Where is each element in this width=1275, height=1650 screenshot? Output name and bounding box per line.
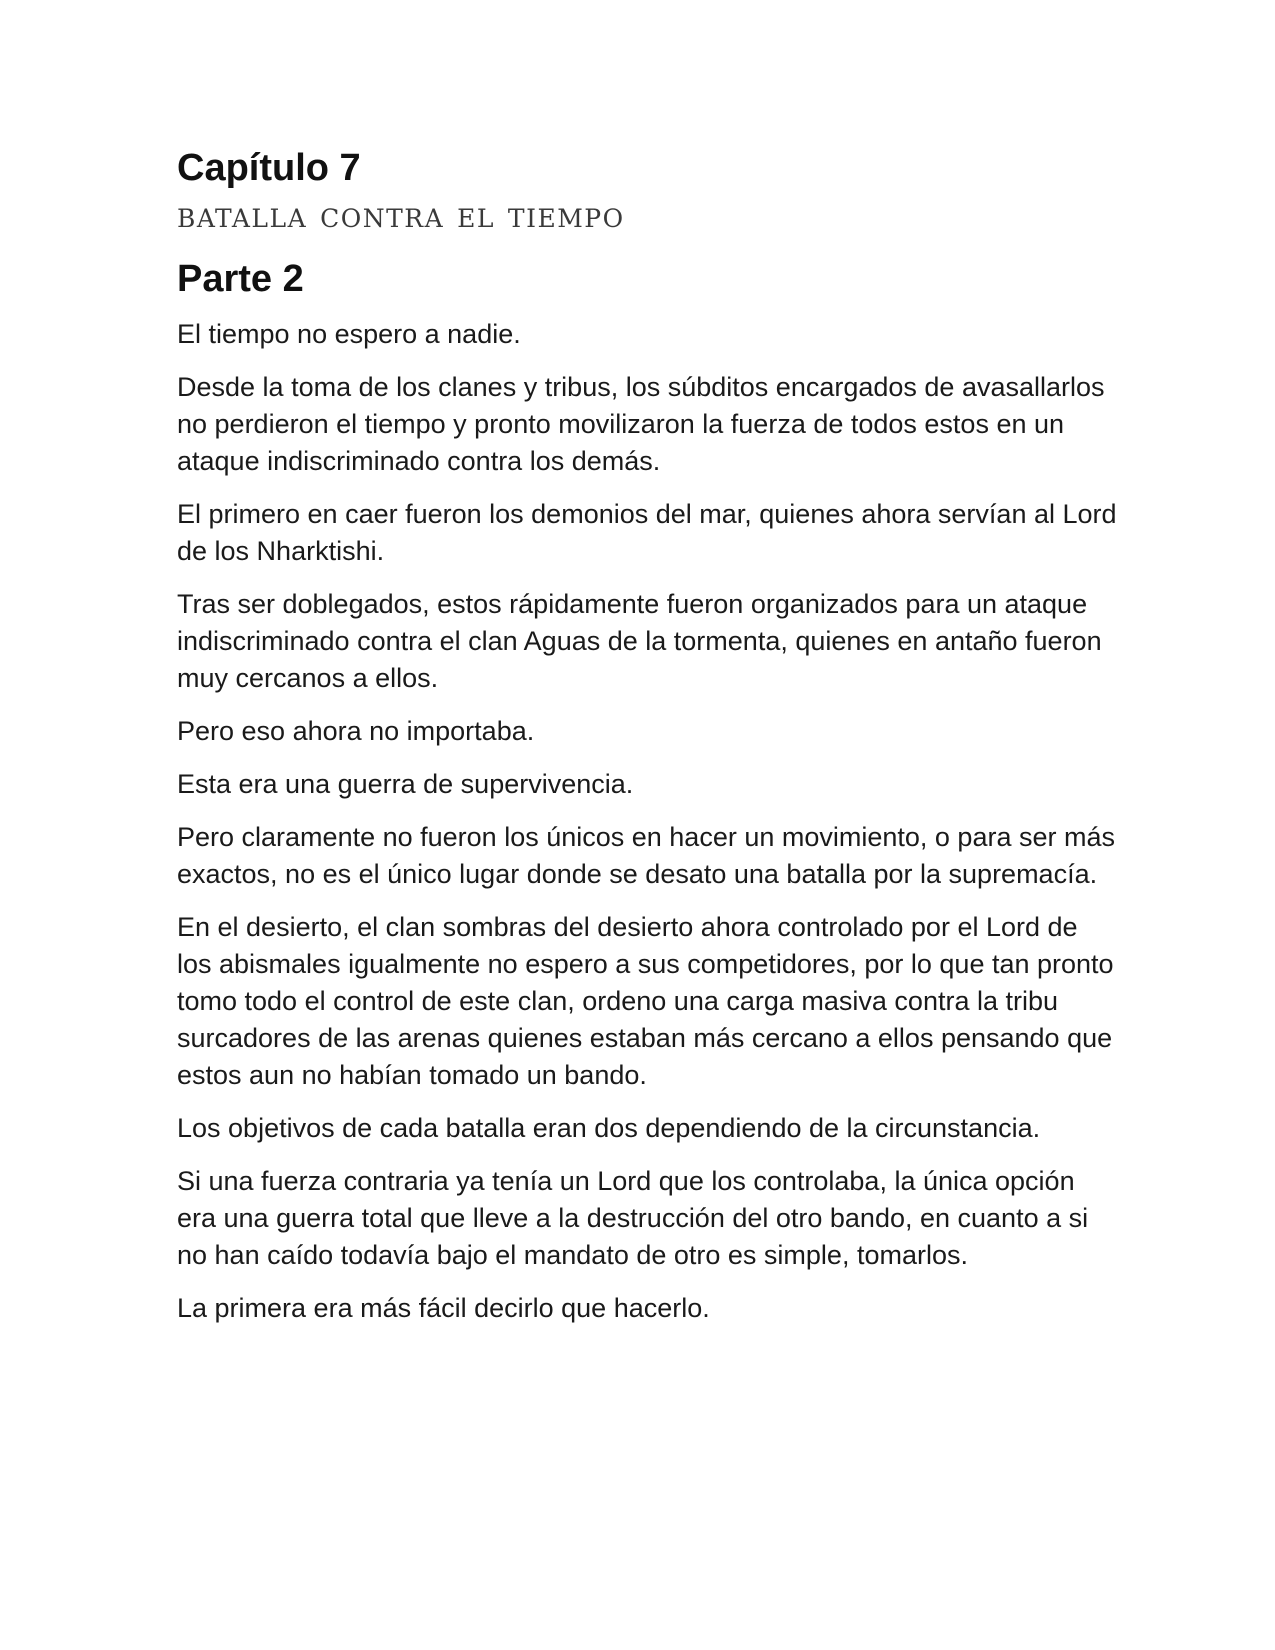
part-title: Parte 2	[177, 258, 304, 300]
paragraph: Esta era una guerra de supervivencia.	[177, 769, 634, 799]
paragraph: Desde la toma de los clanes y tribus, los súbditos encargados de avasallarlos no perdieron el tiempo y pronto movilizaron la fuerza de todos estos en un ataque indiscriminado contra los demás.	[177, 372, 1105, 476]
paragraph: En el desierto, el clan sombras del desierto ahora controlado por el Lord de los abismales igualmente no espero a sus competidores, por lo que tan pronto tomo todo el control de este clan, ordeno una carga masiva contra la tribu surcadores de las arenas quienes estaban más cercano a ellos pensando que estos aun no habían tomado un bando.	[177, 912, 1114, 1090]
chapter-subtitle: batalla contra el tiempo	[177, 195, 625, 236]
chapter-title: Capítulo 7	[177, 147, 361, 189]
document-page	[177, 142, 1117, 1343]
paragraph: Tras ser doblegados, estos rápidamente fueron organizados para un ataque indiscriminado contra el clan Aguas de la tormenta, quienes en antaño fueron muy cercanos a ellos.	[177, 589, 1102, 693]
paragraph: Pero eso ahora no importaba.	[177, 716, 535, 746]
paragraph: La primera era más fácil decirlo que hacerlo.	[177, 1293, 710, 1323]
paragraph: El primero en caer fueron los demonios del mar, quienes ahora servían al Lord de los Nharktishi.	[177, 499, 1117, 566]
paragraph: Si una fuerza contraria ya tenía un Lord que los controlaba, la única opción era una guerra total que lleve a la destrucción del otro bando, en cuanto a si no han caído todavía bajo el mandato de otro es simple, tomarlos.	[177, 1166, 1089, 1270]
paragraph: El tiempo no espero a nadie.	[177, 319, 521, 349]
paragraph: Los objetivos de cada batalla eran dos dependiendo de la circunstancia.	[177, 1113, 1041, 1143]
paragraph: Pero claramente no fueron los únicos en hacer un movimiento, o para ser más exactos, no es el único lugar donde se desato una batalla por la supremacía.	[177, 822, 1115, 889]
body-text	[177, 316, 1117, 1327]
